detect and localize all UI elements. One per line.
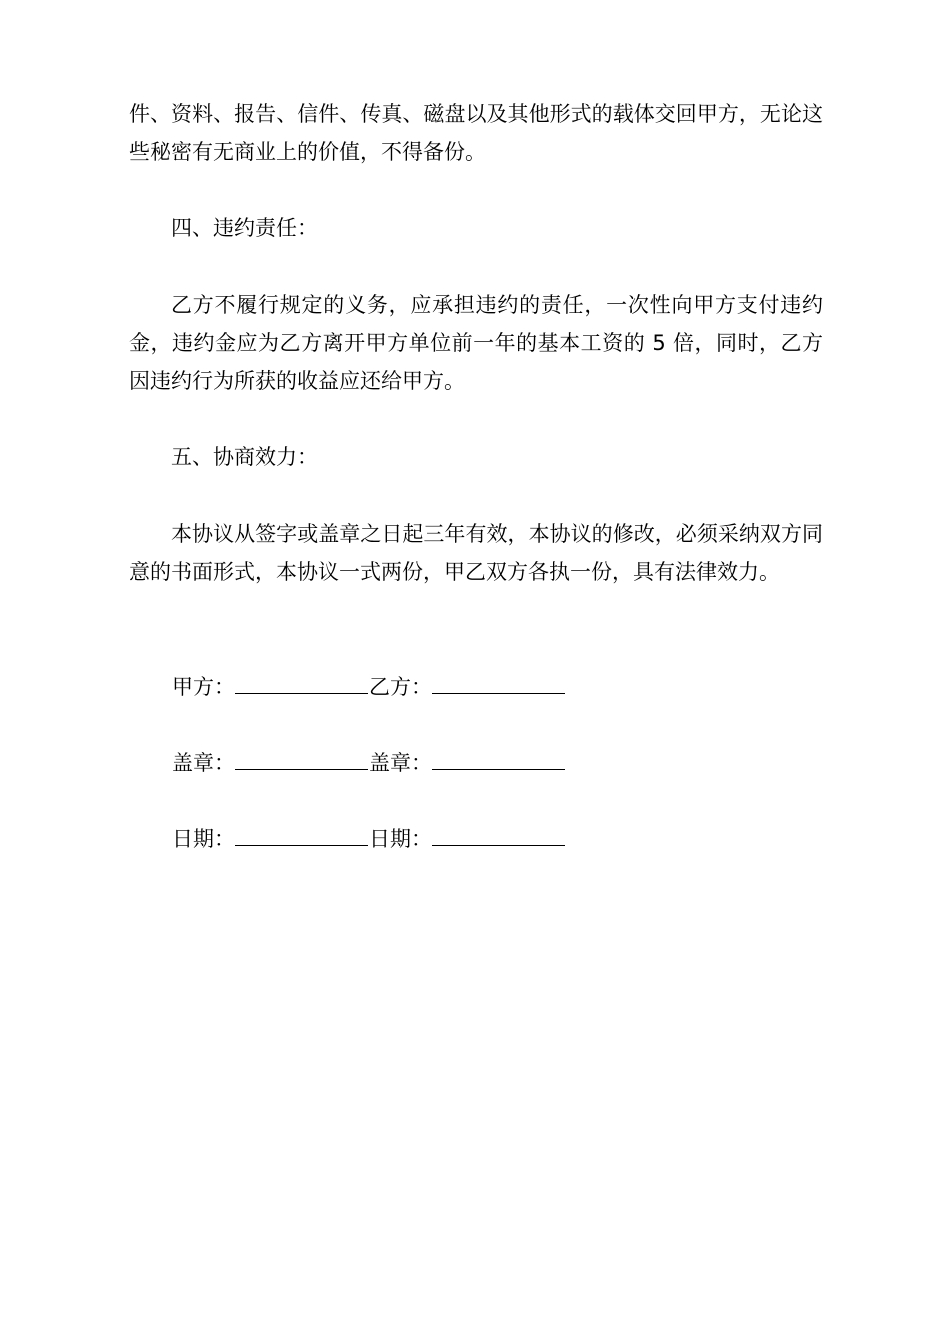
party-b-signature-line [432, 669, 565, 694]
party-a-signature-line [235, 669, 368, 694]
paragraph-breach-liability: 乙方不履行规定的义务，应承担违约的责任，一次性向甲方支付违约金，违约金应为乙方离开甲方单位前一年的基本工资的 5 倍，同时，乙方因违约行为所获的收益应还给甲方。 [129, 293, 823, 393]
section-heading-breach-liability: 四、违约责任： [171, 216, 318, 240]
party-b-label: 乙方： [369, 675, 432, 699]
paragraph-agreement-validity: 本协议从签字或盖章之日起三年有效，本协议的修改，必须采纳双方同意的书面形式，本协议一式两份，甲乙双方各执一份，具有法律效力。 [129, 522, 823, 584]
party-b-date-label: 日期： [369, 827, 432, 851]
paragraph-continuation: 件、资料、报告、信件、传真、磁盘以及其他形式的载体交回甲方，无论这些秘密有无商业上的价值，不得备份。 [129, 102, 823, 164]
party-a-label: 甲方： [172, 675, 235, 699]
signature-row-parties [172, 668, 566, 706]
signature-row-date [172, 820, 566, 858]
party-b-seal-line [432, 745, 565, 770]
signature-row-seal [172, 744, 566, 782]
party-a-date-line [235, 821, 368, 846]
party-a-seal-label: 盖章： [172, 751, 235, 775]
party-a-seal-line [235, 745, 368, 770]
party-b-date-line [432, 821, 565, 846]
section-heading-agreement-validity: 五、协商效力： [171, 445, 318, 469]
party-b-seal-label: 盖章： [369, 751, 432, 775]
party-a-date-label: 日期： [172, 827, 235, 851]
